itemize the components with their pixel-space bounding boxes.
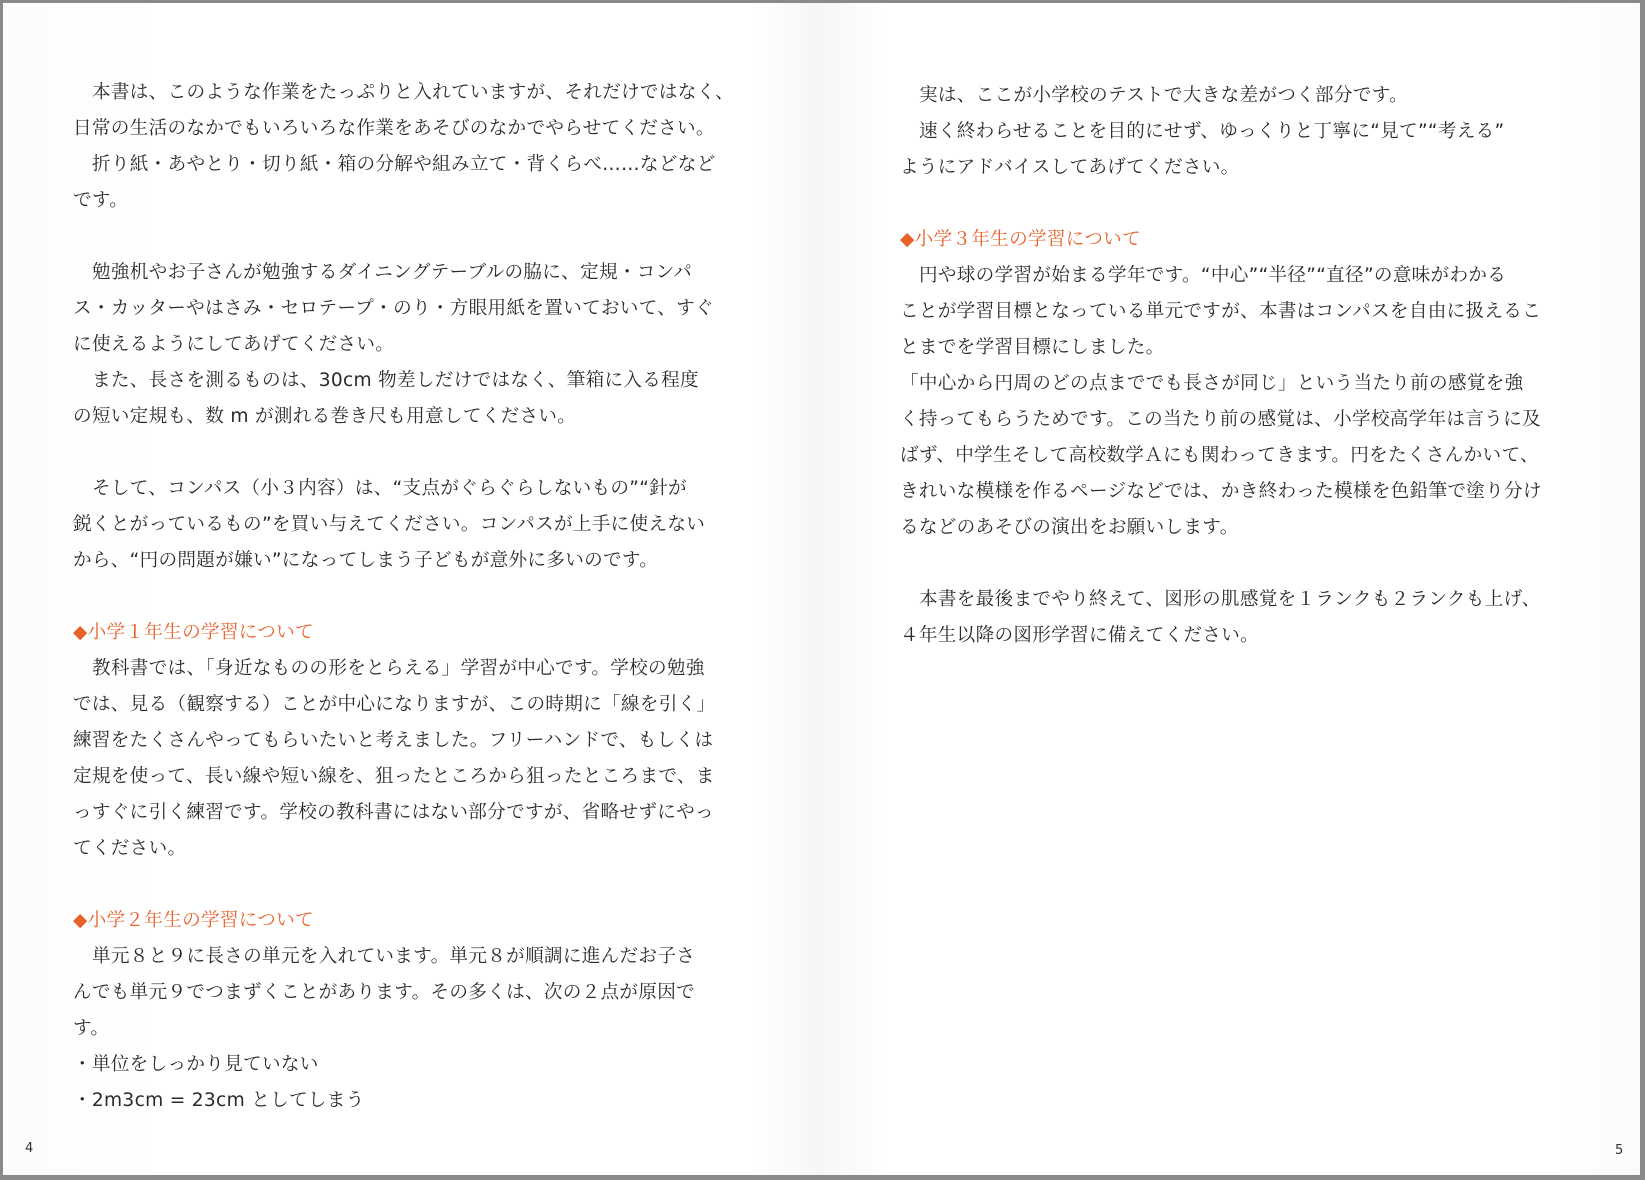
text-line: 教科書では、「身近なものの形をとらえる」学習が中心です。学校の勉強	[92, 658, 705, 679]
text-line: 「中心から円周のどの点まででも長さが同じ」という当たり前の感覚を強	[900, 373, 1524, 394]
text-line: てください。	[73, 838, 187, 859]
text-line: ４年生以降の図形学習に備えてください。	[900, 625, 1259, 646]
text-line: 円や球の学習が始まる学年です。“中心”“半径”“直径”の意味がわかる	[919, 265, 1507, 286]
text-line: 本書を最後までやり終えて、図形の肌感覚を１ランクも２ランクも上げ、	[919, 589, 1541, 610]
text-line: す。	[73, 1018, 110, 1039]
section-heading: ◆小学３年生の学習について	[900, 229, 1141, 250]
book-spread	[3, 3, 1640, 1175]
text-line: です。	[73, 190, 129, 211]
text-line: んでも単元９でつまずくことがあります。その多くは、次の２点が原因で	[73, 982, 696, 1003]
right-page	[818, 3, 1640, 1175]
text-line: るなどのあそびの演出をお願いします。	[900, 517, 1239, 538]
text-line: 勉強机やお子さんが勉強するダイニングテーブルの脇に、定規・コンパ	[92, 262, 693, 283]
text-line: 折り紙・あやとり・切り紙・箱の分解や組み立て・背くらべ……などなど	[92, 154, 716, 175]
text-line: の短い定規も、数 m が測れる巻き尺も用意してください。	[73, 406, 577, 427]
text-line: 単元８と９に長さの単元を入れています。単元８が順調に進んだお子さ	[92, 946, 696, 967]
text-line: ス・カッターやはさみ・セロテープ・のり・方眼用紙を置いておいて、すぐ	[73, 298, 714, 319]
text-line: 定規を使って、長い線や短い線を、狙ったところから狙ったところまで、ま	[73, 766, 715, 787]
text-line: に使えるようにしてあげてください。	[73, 334, 395, 355]
text-line: とまでを学習目標にしました。	[900, 337, 1165, 358]
text-line: また、長さを測るものは、30cm 物差しだけではなく、筆箱に入る程度	[92, 370, 699, 391]
text-line: ・単位をしっかり見ていない	[73, 1054, 319, 1075]
text-line: ・2m3cm = 23cm としてしまう	[73, 1090, 365, 1111]
text-line: ばず、中学生そして高校数学Ａにも関わってきます。円をたくさんかいて、	[900, 445, 1539, 466]
text-line: 実は、ここが小学校のテストで大きな差がつく部分です。	[919, 85, 1409, 106]
page-number-right: 5	[1615, 1143, 1624, 1158]
text-line: 鋭くとがっているもの”を買い与えてください。コンパスが上手に使えない	[73, 514, 706, 535]
text-line: ことが学習目標となっている単元ですが、本書はコンパスを自由に扱えるこ	[900, 301, 1542, 322]
text-line: ようにアドバイスしてあげてください。	[900, 157, 1240, 178]
text-line: そして、コンパス（小３内容）は、“支点がぐらぐらしないもの”“針が	[92, 478, 687, 499]
left-page	[3, 3, 818, 1175]
text-line: から、“円の問題が嫌い”になってしまう子どもが意外に多いのです。	[73, 550, 659, 571]
text-line: 練習をたくさんやってもらいたいと考えました。フリーハンドで、もしくは	[73, 730, 714, 751]
text-line: く持ってもらうためです。この当たり前の感覚は、小学校高学年は言うに及	[900, 409, 1541, 430]
page-number-left: 4	[25, 1141, 34, 1156]
text-line: 日常の生活のなかでもいろいろな作業をあそびのなかでやらせてください。	[73, 118, 715, 139]
section-heading: ◆小学２年生の学習について	[73, 910, 314, 931]
text-line: では、見る（観察する）ことが中心になりますが、この時期に「線を引く」	[73, 694, 716, 715]
text-line: きれいな模様を作るページなどでは、かき終わった模様を色鉛筆で塗り分け	[900, 481, 1542, 502]
text-line: 本書は、このような作業をたっぷりと入れていますが、それだけではなく、	[92, 82, 735, 103]
text-line: 速く終わらせることを目的にせず、ゆっくりと丁寧に“見て”“考える”	[919, 121, 1505, 142]
text-line: っすぐに引く練習です。学校の教科書にはない部分ですが、省略せずにやっ	[73, 802, 714, 823]
section-heading: ◆小学１年生の学習について	[73, 622, 314, 643]
